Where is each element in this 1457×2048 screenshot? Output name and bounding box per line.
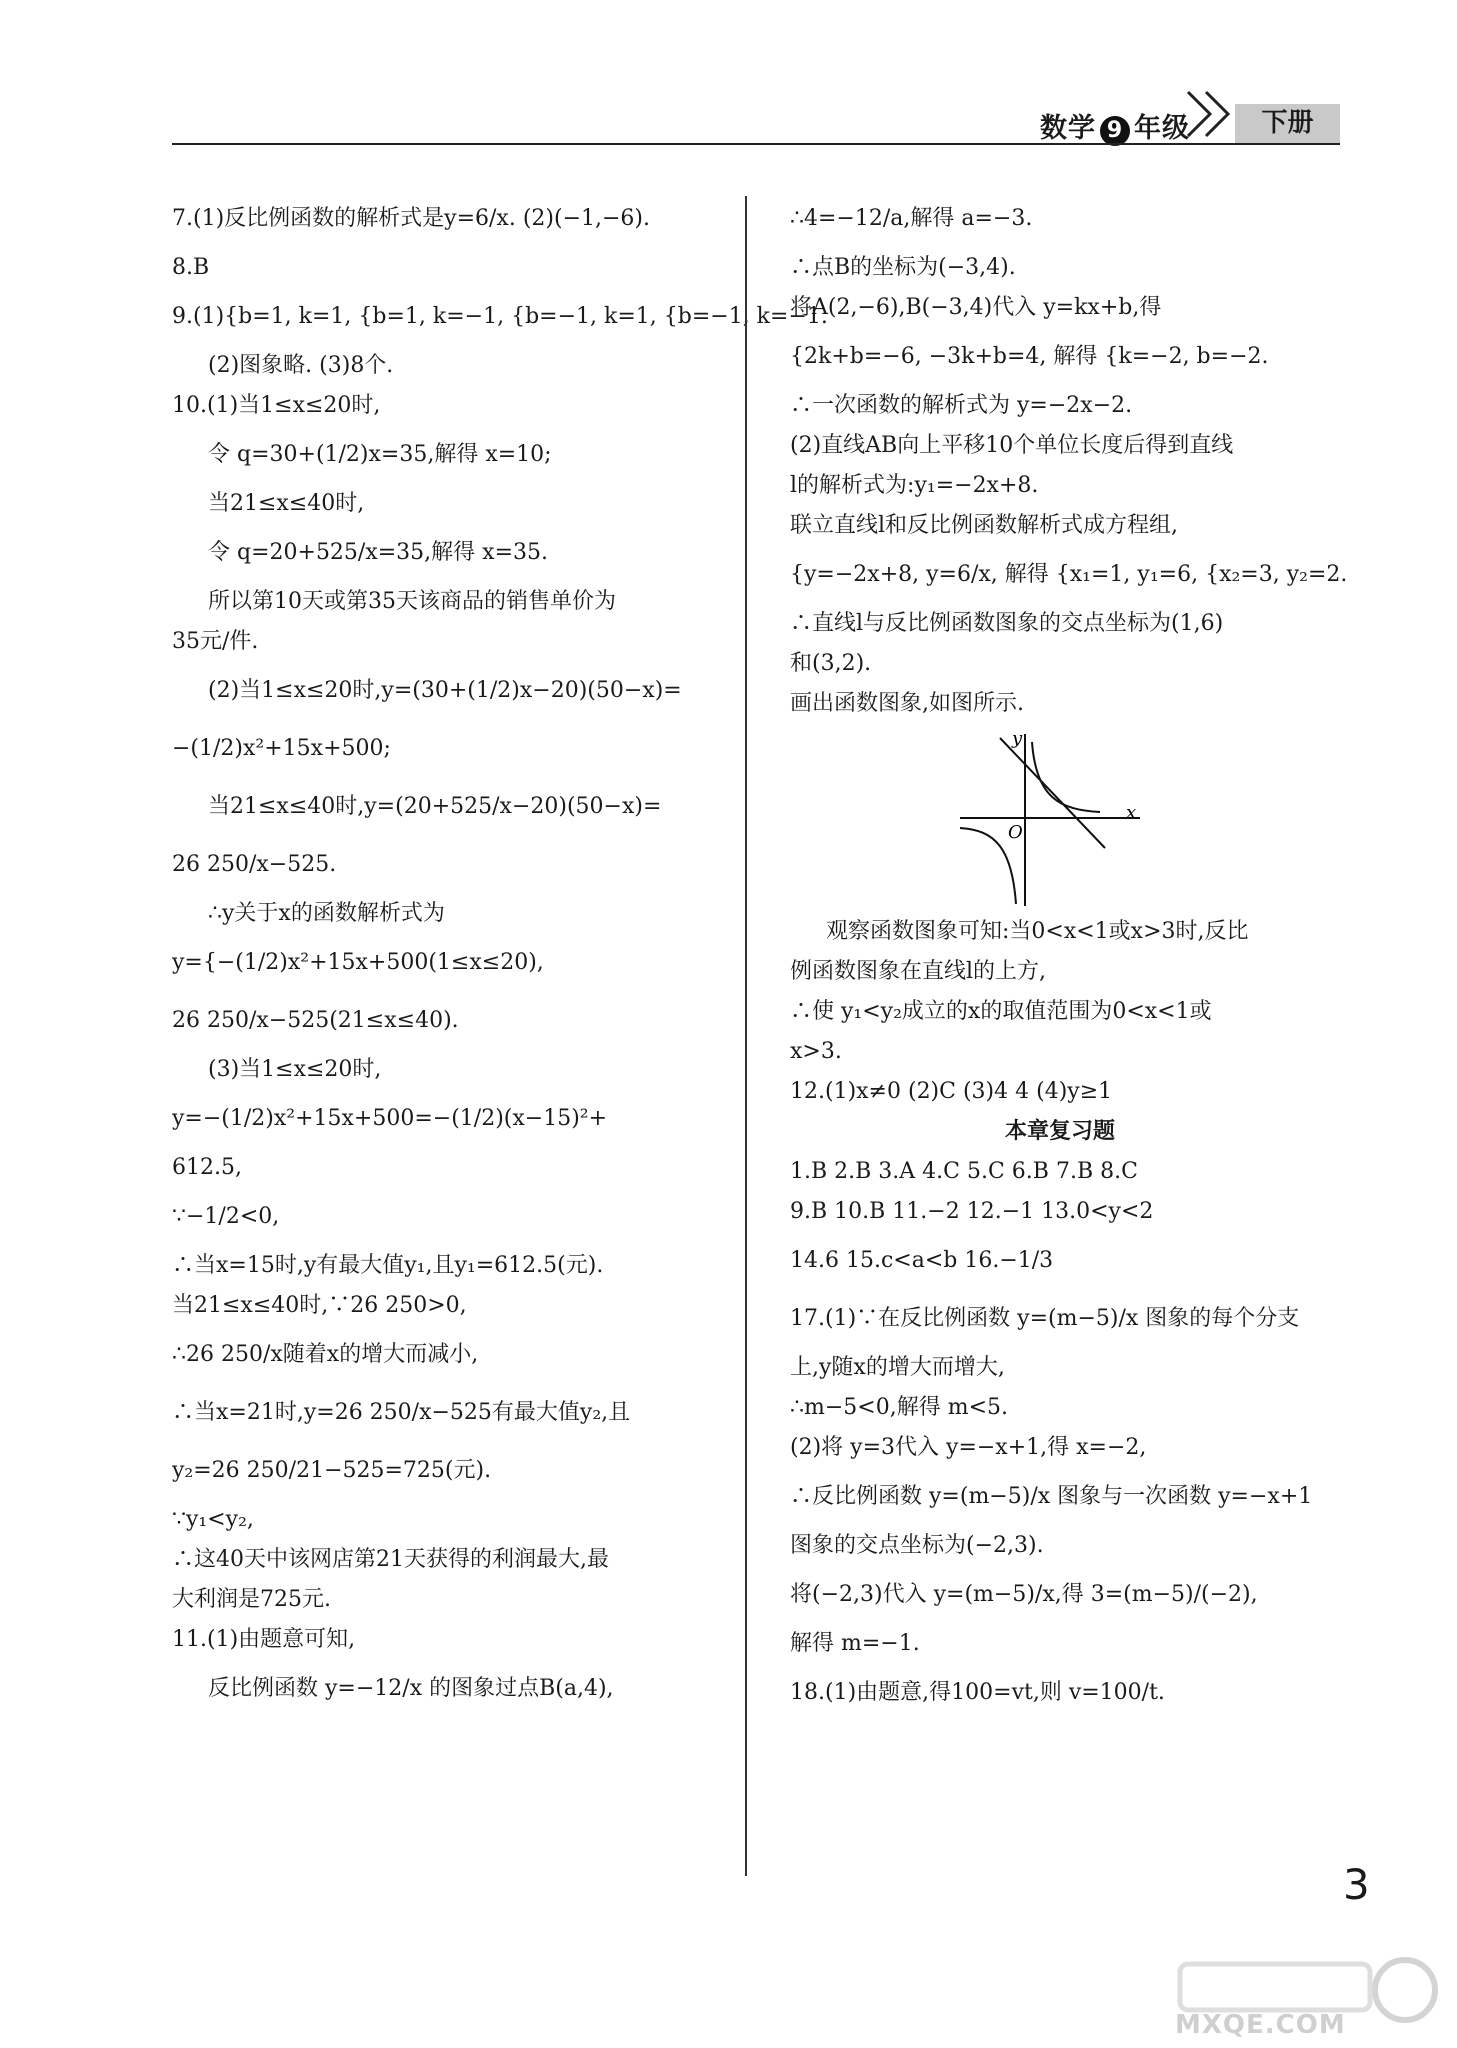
answer-line: {2k+b=−6, −3k+b=4, 解得 {k=−2, b=−2.	[790, 344, 1269, 369]
answer-line: ∴点B的坐标为(−3,4).	[790, 255, 1016, 280]
hyperbola-branch-q1	[1032, 742, 1100, 812]
answer-line: (2)直线AB向上平移10个单位长度后得到直线	[790, 433, 1234, 458]
answer-line: ∴当x=15时,y有最大值y₁,且y₁=612.5(元).	[172, 1253, 604, 1278]
answer-line: 11.(1)由题意可知,	[172, 1627, 356, 1652]
origin-label: O	[1008, 822, 1023, 843]
answer-line: {y=−2x+8, y=6/x, 解得 {x₁=1, y₁=6, {x₂=3, y₂=2.	[790, 562, 1348, 587]
volume-tab: 下册	[1235, 104, 1340, 143]
answer-line: 当21≤x≤40时,∵26 250>0,	[172, 1293, 467, 1318]
answer-line: 图象的交点坐标为(−2,3).	[790, 1533, 1044, 1558]
function-graph	[950, 728, 1150, 908]
answer-line: 令 q=20+525/x=35,解得 x=35.	[208, 540, 548, 565]
answer-line: 7.(1)反比例函数的解析式是y=6/x. (2)(−1,−6).	[172, 206, 650, 231]
answer-line: l的解析式为:y₁=−2x+8.	[790, 473, 1039, 498]
grade-number-badge: 9	[1100, 116, 1130, 146]
column-divider	[745, 196, 747, 1876]
answer-line: ∴直线l与反比例函数图象的交点坐标为(1,6)	[790, 611, 1224, 636]
answer-line: 17.(1)∵在反比例函数 y=(m−5)/x 图象的每个分支	[790, 1306, 1300, 1331]
answer-line: 当21≤x≤40时,y=(20+525/x−20)(50−x)=	[208, 794, 662, 819]
answer-line: 9.(1){b=1, k=1, {b=1, k=−1, {b=−1, k=1, {b=−1, k=−1.	[172, 304, 828, 329]
answer-line: (2)当1≤x≤20时,y=(30+(1/2)x−20)(50−x)=	[208, 678, 682, 703]
review-section-title: 本章复习题	[1004, 1119, 1115, 1144]
answer-line: ∴y关于x的函数解析式为	[208, 901, 445, 926]
answer-line: 联立直线l和反比例函数解析式成方程组,	[790, 513, 1179, 538]
header-rule	[172, 143, 1340, 145]
answer-line: 画出函数图象,如图所示.	[790, 691, 1024, 716]
answer-line: 大利润是725元.	[172, 1587, 331, 1612]
subject-label: 数学	[1040, 113, 1096, 144]
answer-line: 1.B 2.B 3.A 4.C 5.C 6.B 7.B 8.C	[790, 1159, 1138, 1184]
y-axis-label: y	[1012, 728, 1023, 749]
answer-line: 10.(1)当1≤x≤20时,	[172, 393, 381, 418]
answer-line: y={−(1/2)x²+15x+500(1≤x≤20),	[172, 950, 544, 975]
answer-line: ∴m−5<0,解得 m<5.	[790, 1395, 1008, 1420]
x-axis-label: x	[1126, 802, 1137, 823]
answer-line: ∴26 250/x随着x的增大而减小,	[172, 1342, 479, 1367]
answer-line: ∴4=−12/a,解得 a=−3.	[790, 206, 1033, 231]
left-column	[172, 190, 828, 1718]
answer-line: (2)图象略. (3)8个.	[208, 353, 394, 378]
right-column	[790, 190, 1348, 1722]
answer-line: 26 250/x−525.	[172, 852, 337, 877]
answer-line: 将A(2,−6),B(−3,4)代入 y=kx+b,得	[790, 295, 1162, 320]
answer-line: x>3.	[790, 1039, 842, 1064]
answer-line: 12.(1)x≠0 (2)C (3)4 4 (4)y≥1	[790, 1079, 1113, 1104]
answer-line: 上,y随x的增大而增大,	[790, 1355, 1005, 1380]
answer-line: 14.6 15.c<a<b 16.−1/3	[790, 1248, 1054, 1273]
answer-line: ∵−1/2<0,	[172, 1204, 280, 1229]
answer-line: 和(3,2).	[790, 651, 872, 676]
answer-line: 解得 m=−1.	[790, 1631, 920, 1656]
answer-line: 将(−2,3)代入 y=(m−5)/x,得 3=(m−5)/(−2),	[790, 1582, 1258, 1607]
answer-line: ∵y₁<y₂,	[172, 1507, 254, 1532]
answer-line: ∴一次函数的解析式为 y=−2x−2.	[790, 393, 1133, 418]
answer-line: 例函数图象在直线l的上方,	[790, 959, 1047, 984]
answer-line: −(1/2)x²+15x+500;	[172, 736, 391, 761]
answer-line: ∴反比例函数 y=(m−5)/x 图象与一次函数 y=−x+1	[790, 1484, 1313, 1509]
answer-line: (2)将 y=3代入 y=−x+1,得 x=−2,	[790, 1435, 1147, 1460]
answer-line: 反比例函数 y=−12/x 的图象过点B(a,4),	[208, 1676, 614, 1701]
answer-line: 9.B 10.B 11.−2 12.−1 13.0<y<2	[790, 1199, 1154, 1224]
answer-line: ∴这40天中该网店第21天获得的利润最大,最	[172, 1547, 609, 1572]
answer-line: 612.5,	[172, 1155, 242, 1180]
answer-line: ∴当x=21时,y=26 250/x−525有最大值y₂,且	[172, 1400, 631, 1425]
answer-line: (3)当1≤x≤20时,	[208, 1057, 382, 1082]
answer-line: 35元/件.	[172, 629, 259, 654]
page-number: 3	[1343, 1860, 1370, 1909]
answer-line: ∴使 y₁<y₂成立的x的取值范围为0<x<1或	[790, 999, 1212, 1024]
grade-suffix-label: 年级	[1134, 113, 1190, 144]
answer-line: y₂=26 250/21−525=725(元).	[172, 1458, 492, 1483]
answer-line: 令 q=30+(1/2)x=35,解得 x=10;	[208, 442, 552, 467]
page-header	[172, 100, 1340, 144]
answer-line: 8.B	[172, 255, 210, 280]
answer-line: 18.(1)由题意,得100=vt,则 v=100/t.	[790, 1680, 1165, 1705]
answer-line: 所以第10天或第35天该商品的销售单价为	[208, 589, 616, 614]
watermark-url: MXQE.COM	[1175, 2010, 1346, 2040]
answer-line: 26 250/x−525(21≤x≤40).	[172, 1008, 459, 1033]
answer-line: 观察函数图象可知:当0<x<1或x>3时,反比	[826, 919, 1249, 944]
header-title	[1040, 106, 1190, 146]
answer-line: 当21≤x≤40时,	[208, 491, 365, 516]
chevron-right-icon	[1180, 84, 1240, 144]
answer-line: y=−(1/2)x²+15x+500=−(1/2)(x−15)²+	[172, 1106, 608, 1131]
